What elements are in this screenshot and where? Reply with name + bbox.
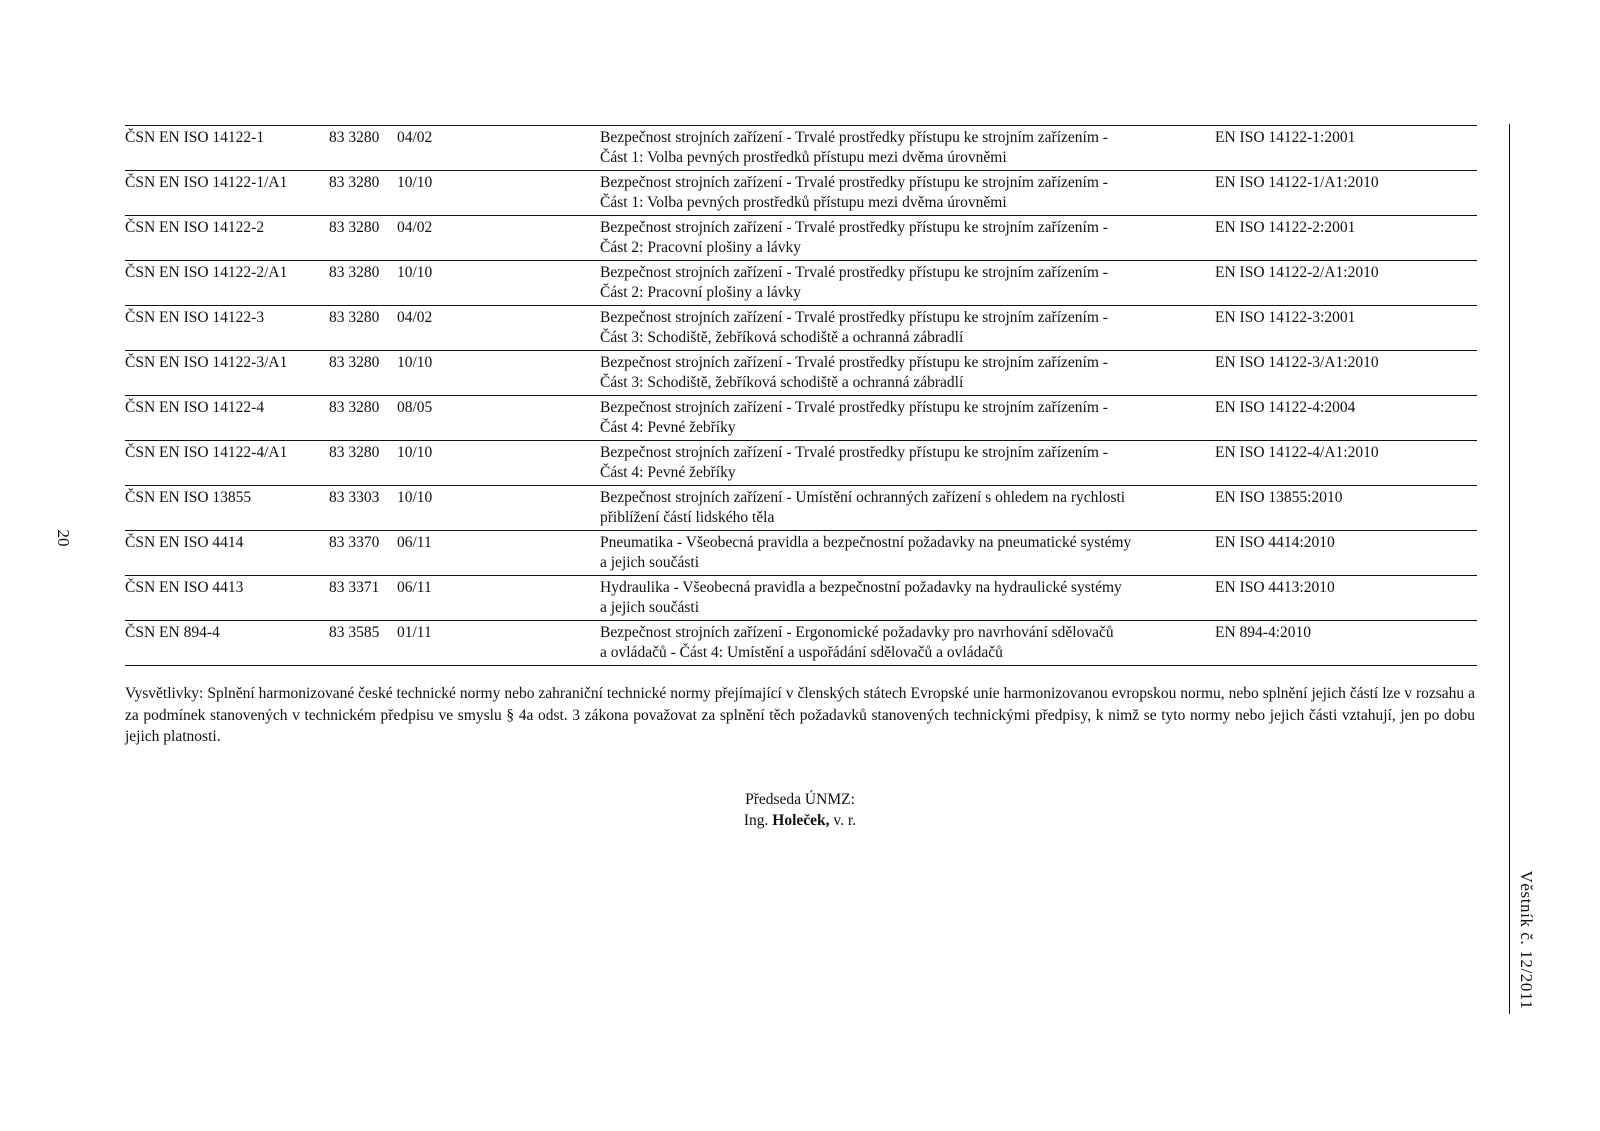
table-row bbox=[125, 531, 1477, 576]
issue-date: 10/10 bbox=[397, 489, 433, 506]
issue-date: 01/11 bbox=[397, 624, 432, 641]
classification-number: 83 3280 bbox=[329, 264, 380, 281]
table-row bbox=[125, 576, 1477, 621]
csn-designation: ČSN EN ISO 14122-2/A1 bbox=[125, 264, 288, 281]
standard-title-line: Bezpečnost strojních zařízení - Trvalé prostředky přístupu ke strojním zařízením - bbox=[600, 129, 1108, 146]
issue-date: 10/10 bbox=[397, 174, 433, 191]
issue-date: 10/10 bbox=[397, 444, 433, 461]
standard-title bbox=[600, 578, 1215, 620]
classification-number: 83 3280 bbox=[329, 354, 380, 371]
issue-date: 04/02 bbox=[397, 219, 433, 236]
signature-prefix: Ing. bbox=[743, 812, 769, 829]
en-reference: EN ISO 14122-4/A1:2010 bbox=[1215, 444, 1379, 461]
classification-number: 83 3371 bbox=[329, 579, 380, 596]
standard-title bbox=[600, 218, 1215, 260]
standard-title bbox=[600, 263, 1215, 305]
table-row bbox=[125, 621, 1477, 666]
issue-date: 04/02 bbox=[397, 129, 433, 146]
table-row bbox=[125, 171, 1477, 216]
standard-title-line: Bezpečnost strojních zařízení - Umístění ochranných zařízení s ohledem na rychlosti bbox=[600, 489, 1126, 506]
standard-title-line: Část 1: Volba pevných prostředků přístupu mezi dvěma úrovněmi bbox=[600, 149, 1007, 166]
classification-number: 83 3370 bbox=[329, 534, 380, 551]
footnote-explanation: Vysvětlivky: Splnění harmonizované české technické normy nebo zahraniční technické normy přejímající v členských státech Evropské unie harmonizovanou evropskou normu, nebo splnění jejich částí lze v rozsahu a za podmínek stanovených v technickém předpisu ve smyslu § 4a odst. 3 zákona považovat za splnění těch požadavků stanovených technickými předpisy, k nimž se tyto normy nebo jejich části vztahují, jen po dobu jejich platnosti. bbox=[125, 685, 1475, 745]
standard-title bbox=[600, 488, 1215, 530]
classification-number: 83 3280 bbox=[329, 174, 380, 191]
classification-number: 83 3585 bbox=[329, 624, 380, 641]
table-row bbox=[125, 261, 1477, 306]
standard-title-line: Hydraulika - Všeobecná pravidla a bezpečnostní požadavky na hydraulické systémy bbox=[600, 579, 1122, 596]
table-row bbox=[125, 306, 1477, 351]
table-row bbox=[125, 441, 1477, 486]
table-row bbox=[125, 351, 1477, 396]
standard-title-line: Bezpečnost strojních zařízení - Trvalé prostředky přístupu ke strojním zařízením - bbox=[600, 399, 1108, 416]
table-row bbox=[125, 396, 1477, 441]
standard-title-line: Bezpečnost strojních zařízení - Trvalé prostředky přístupu ke strojním zařízením - bbox=[600, 219, 1108, 236]
csn-designation: ČSN EN ISO 4413 bbox=[125, 579, 244, 596]
en-reference: EN ISO 14122-4:2004 bbox=[1215, 399, 1356, 416]
en-reference: EN 894-4:2010 bbox=[1215, 624, 1312, 641]
page-number: 20 bbox=[54, 529, 73, 547]
classification-number: 83 3280 bbox=[329, 309, 380, 326]
en-reference: EN ISO 14122-3/A1:2010 bbox=[1215, 354, 1379, 371]
en-reference: EN ISO 14122-2:2001 bbox=[1215, 219, 1356, 236]
issue-date: 04/02 bbox=[397, 309, 433, 326]
standard-title bbox=[600, 173, 1215, 215]
csn-designation: ČSN EN ISO 14122-4 bbox=[125, 399, 265, 416]
en-reference: EN ISO 4413:2010 bbox=[1215, 579, 1335, 596]
standard-title-line: Bezpečnost strojních zařízení - Trvalé prostředky přístupu ke strojním zařízením - bbox=[600, 264, 1108, 281]
standard-title bbox=[600, 398, 1215, 440]
standard-title-line: Bezpečnost strojních zařízení - Trvalé prostředky přístupu ke strojním zařízením - bbox=[600, 354, 1108, 371]
table-row bbox=[125, 216, 1477, 261]
standard-title bbox=[600, 353, 1215, 395]
standard-title bbox=[600, 308, 1215, 350]
csn-designation: ČSN EN ISO 14122-1/A1 bbox=[125, 174, 288, 191]
signature-name-line bbox=[0, 810, 1600, 831]
issue-date: 08/05 bbox=[397, 399, 433, 416]
issue-date: 10/10 bbox=[397, 264, 433, 281]
standard-title bbox=[600, 623, 1215, 665]
csn-designation: ČSN EN ISO 14122-3 bbox=[125, 309, 265, 326]
standard-title-line: Část 2: Pracovní plošiny a lávky bbox=[600, 284, 802, 301]
signature-name: Holeček, bbox=[772, 812, 830, 829]
en-reference: EN ISO 14122-3:2001 bbox=[1215, 309, 1356, 326]
csn-designation: ČSN EN ISO 13855 bbox=[125, 489, 252, 506]
standard-title-line: Bezpečnost strojních zařízení - Ergonomické požadavky pro navrhování sdělovačů bbox=[600, 624, 1114, 641]
standards-table bbox=[125, 125, 1477, 666]
standard-title bbox=[600, 128, 1215, 170]
standard-title-line: Pneumatika - Všeobecná pravidla a bezpečnostní požadavky na pneumatické systémy bbox=[600, 534, 1132, 551]
issue-date: 06/11 bbox=[397, 579, 432, 596]
en-reference: EN ISO 14122-1/A1:2010 bbox=[1215, 174, 1379, 191]
journal-issue-label: Věstník č. 12/2011 bbox=[1517, 870, 1536, 1010]
standard-title-line: Část 4: Pevné žebříky bbox=[600, 419, 736, 436]
classification-number: 83 3280 bbox=[329, 444, 380, 461]
standard-title-line: Bezpečnost strojních zařízení - Trvalé prostředky přístupu ke strojním zařízením - bbox=[600, 444, 1108, 461]
standard-title bbox=[600, 533, 1215, 575]
csn-designation: ČSN EN ISO 14122-3/A1 bbox=[125, 354, 288, 371]
standard-title-line: Část 3: Schodiště, žebříková schodiště a ochranná zábradlí bbox=[600, 374, 964, 391]
standard-title-line: Část 4: Pevné žebříky bbox=[600, 464, 736, 481]
csn-designation: ČSN EN ISO 4414 bbox=[125, 534, 244, 551]
standard-title-line: a jejich součásti bbox=[600, 554, 699, 571]
issue-date: 06/11 bbox=[397, 534, 432, 551]
signature-role: Předseda ÚNMZ: bbox=[745, 791, 855, 808]
table-row bbox=[125, 486, 1477, 531]
en-reference: EN ISO 14122-1:2001 bbox=[1215, 129, 1356, 146]
standard-title-line: Bezpečnost strojních zařízení - Trvalé prostředky přístupu ke strojním zařízením - bbox=[600, 309, 1108, 326]
signature-suffix: v. r. bbox=[833, 812, 857, 829]
standard-title-line: Bezpečnost strojních zařízení - Trvalé prostředky přístupu ke strojním zařízením - bbox=[600, 174, 1108, 191]
csn-designation: ČSN EN ISO 14122-2 bbox=[125, 219, 265, 236]
margin-rule bbox=[1509, 124, 1510, 1014]
standard-title-line: přiblížení částí lidského těla bbox=[600, 509, 775, 526]
standard-title-line: a jejich součásti bbox=[600, 599, 699, 616]
standard-title bbox=[600, 443, 1215, 485]
en-reference: EN ISO 4414:2010 bbox=[1215, 534, 1335, 551]
classification-number: 83 3280 bbox=[329, 219, 380, 236]
table-row bbox=[125, 126, 1477, 171]
csn-designation: ČSN EN ISO 14122-1 bbox=[125, 129, 265, 146]
csn-designation: ČSN EN 894-4 bbox=[125, 624, 220, 641]
classification-number: 83 3280 bbox=[329, 399, 380, 416]
standard-title-line: Část 2: Pracovní plošiny a lávky bbox=[600, 239, 802, 256]
classification-number: 83 3303 bbox=[329, 489, 380, 506]
standard-title-line: a ovládačů - Část 4: Umístění a uspořádání sdělovačů a ovládačů bbox=[600, 644, 1003, 661]
issue-date: 10/10 bbox=[397, 354, 433, 371]
classification-number: 83 3280 bbox=[329, 129, 380, 146]
en-reference: EN ISO 13855:2010 bbox=[1215, 489, 1343, 506]
en-reference: EN ISO 14122-2/A1:2010 bbox=[1215, 264, 1379, 281]
standard-title-line: Část 1: Volba pevných prostředků přístupu mezi dvěma úrovněmi bbox=[600, 194, 1007, 211]
signature-block bbox=[0, 789, 1600, 831]
csn-designation: ČSN EN ISO 14122-4/A1 bbox=[125, 444, 288, 461]
standard-title-line: Část 3: Schodiště, žebříková schodiště a ochranná zábradlí bbox=[600, 329, 964, 346]
